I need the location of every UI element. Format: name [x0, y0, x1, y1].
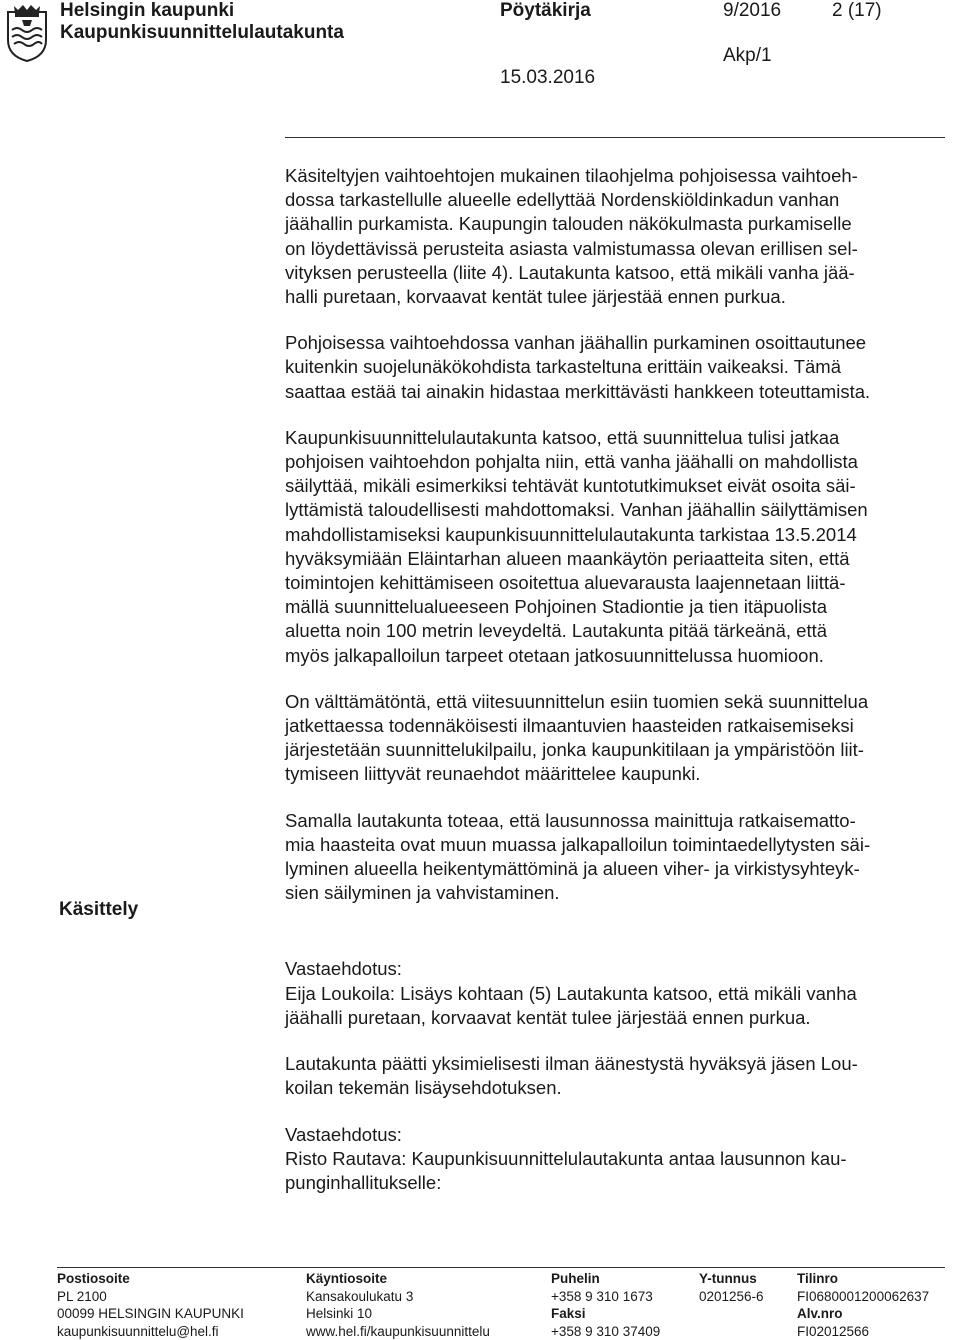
- text-line: Pohjoisessa vaihtoehdossa vanhan jäähallin purkaminen osoittautunee: [285, 331, 955, 355]
- text-line: aluetta noin 100 metrin leveydeltä. Lautakunta pitää tärkeänä, että: [285, 619, 955, 643]
- text-line: jäähalli puretaan, korvaavat kentät tulee järjestää ennen purkua.: [285, 1006, 955, 1030]
- text-line: jatkettaessa todennäköisesti ilmaantuvien haasteiden ratkaisemiseksi: [285, 714, 955, 738]
- document-body: [285, 164, 955, 1217]
- footer-line: Helsinki 10: [306, 1305, 490, 1323]
- document-type: Pöytäkirja: [500, 0, 591, 22]
- paragraph: [285, 1052, 955, 1100]
- text-line: hyväksymiään Eläintarhan alueen maankäytön periaatteita siten, että: [285, 547, 955, 571]
- text-line: Vastaehdotus:: [285, 957, 955, 981]
- header-divider: [285, 137, 945, 138]
- footer-heading: Tilinro: [797, 1270, 929, 1288]
- footer-heading: Postiosoite: [57, 1270, 244, 1288]
- text-line: Risto Rautava: Kaupunkisuunnittelulautakunta antaa lausunnon kau-: [285, 1147, 955, 1171]
- side-label-kasittely: Käsittely: [59, 899, 138, 921]
- footer-line: PL 2100: [57, 1288, 244, 1306]
- text-line: On välttämätöntä, että viitesuunnittelun esiin tuomien sekä suunnittelua: [285, 690, 955, 714]
- footer-line: FI02012566: [797, 1323, 929, 1340]
- footer-business-id: [699, 1270, 764, 1305]
- text-line: lyminen alueella heikentymättöminä ja alueen viher- ja virkistysyhteyk-: [285, 857, 955, 881]
- text-line: Lautakunta päätti yksimielisesti ilman äänestystä hyväksyä jäsen Lou-: [285, 1052, 955, 1076]
- footer-divider: [57, 1267, 945, 1268]
- footer-account: [797, 1270, 929, 1340]
- paragraph: [285, 957, 955, 1030]
- footer-line: +358 9 310 37409: [551, 1323, 660, 1340]
- text-line: punginhallitukselle:: [285, 1171, 955, 1195]
- section-code: Akp/1: [723, 45, 772, 67]
- footer-line: FI0680001200062637: [797, 1288, 929, 1306]
- text-line: mällä suunnittelualueeseen Pohjoinen Stadiontie ja tien itäpuolista: [285, 595, 955, 619]
- text-line: dossa tarkastellulle alueelle edellyttää Nordenskiöldinkadun vanhan: [285, 188, 955, 212]
- text-line: kuitenkin suojelunäkökohdista tarkasteltuna erittäin vaikeaksi. Tämä: [285, 355, 955, 379]
- footer-heading: Puhelin: [551, 1270, 660, 1288]
- text-line: myös jalkapalloilun tarpeet otetaan jatkosuunnittelussa huomioon.: [285, 644, 955, 668]
- paragraph: [285, 690, 955, 787]
- text-line: sien säilyminen ja vahvistaminen.: [285, 881, 955, 905]
- footer-heading: Y-tunnus: [699, 1270, 764, 1288]
- page-number: 2 (17): [832, 0, 882, 22]
- document-number: 9/2016: [723, 0, 781, 22]
- text-line: Samalla lautakunta toteaa, että lausunnossa mainittuja ratkaisematto-: [285, 809, 955, 833]
- committee-name: Kaupunkisuunnittelulautakunta: [60, 22, 344, 44]
- helsinki-crest-logo: [6, 4, 48, 62]
- text-line: pohjoisen vaihtoehdon pohjalta niin, että vanha jäähalli on mahdollista: [285, 450, 955, 474]
- text-line: vityksen perusteella (liite 4). Lautakunta katsoo, että mikäli vanha jää-: [285, 261, 955, 285]
- text-line: Eija Loukoila: Lisäys kohtaan (5) Lautakunta katsoo, että mikäli vanha: [285, 982, 955, 1006]
- text-line: säilyttää, mikäli esimerkiksi tehtävät kuntotutkimukset eivät osoita säi-: [285, 474, 955, 498]
- city-name: Helsingin kaupunki: [60, 0, 234, 22]
- text-line: lyttämistä taloudellisesti mahdottomaksi. Vanhan jäähallin säilyttämisen: [285, 498, 955, 522]
- footer-line: kaupunkisuunnittelu@hel.fi: [57, 1323, 244, 1340]
- footer-line: www.hel.fi/kaupunkisuunnittelu: [306, 1323, 490, 1340]
- footer-heading: Käyntiosoite: [306, 1270, 490, 1288]
- paragraph: [285, 809, 955, 906]
- text-line: halli puretaan, korvaavat kentät tulee järjestää ennen purkua.: [285, 285, 955, 309]
- meeting-date: 15.03.2016: [500, 67, 595, 89]
- footer-heading: Alv.nro: [797, 1305, 929, 1323]
- footer-line: 0201256-6: [699, 1288, 764, 1306]
- text-line: tymiseen liittyvät reunaehdot määrittelee kaupunki.: [285, 762, 955, 786]
- text-line: saattaa estää tai ainakin hidastaa merkittävästi hankkeen toteuttamista.: [285, 380, 955, 404]
- text-line: järjestetään suunnittelukilpailu, jonka kaupunkitilaan ja ympäristöön liit-: [285, 738, 955, 762]
- footer-visiting-address: [306, 1270, 490, 1340]
- footer-heading: Faksi: [551, 1305, 660, 1323]
- text-line: Vastaehdotus:: [285, 1123, 955, 1147]
- footer-phone: [551, 1270, 660, 1340]
- text-line: mahdollistamiseksi kaupunkisuunnittelulautakunta tarkistaa 13.5.2014: [285, 523, 955, 547]
- text-line: jäähallin purkamista. Kaupungin talouden näkökulmasta purkamiselle: [285, 212, 955, 236]
- paragraph: [285, 331, 955, 404]
- paragraph: [285, 426, 955, 668]
- paragraph: [285, 164, 955, 309]
- text-line: toimintojen kehittämiseen osoitettua aluevarausta laajennetaan liittä-: [285, 571, 955, 595]
- footer-line: +358 9 310 1673: [551, 1288, 660, 1306]
- text-line: mia haasteita ovat muun muassa jalkapalloilun toimintaedellytysten säi-: [285, 833, 955, 857]
- text-line: Käsiteltyjen vaihtoehtojen mukainen tilaohjelma pohjoisessa vaihtoeh-: [285, 164, 955, 188]
- text-line: koilan tekemän lisäysehdotuksen.: [285, 1076, 955, 1100]
- footer-line: Kansakoulukatu 3: [306, 1288, 490, 1306]
- paragraph: [285, 1123, 955, 1196]
- footer-postal-address: [57, 1270, 244, 1340]
- footer-line: 00099 HELSINGIN KAUPUNKI: [57, 1305, 244, 1323]
- text-line: on löydettävissä perusteita asiasta valmistumassa olevan erillisen sel-: [285, 237, 955, 261]
- text-line: Kaupunkisuunnittelulautakunta katsoo, että suunnittelua tulisi jatkaa: [285, 426, 955, 450]
